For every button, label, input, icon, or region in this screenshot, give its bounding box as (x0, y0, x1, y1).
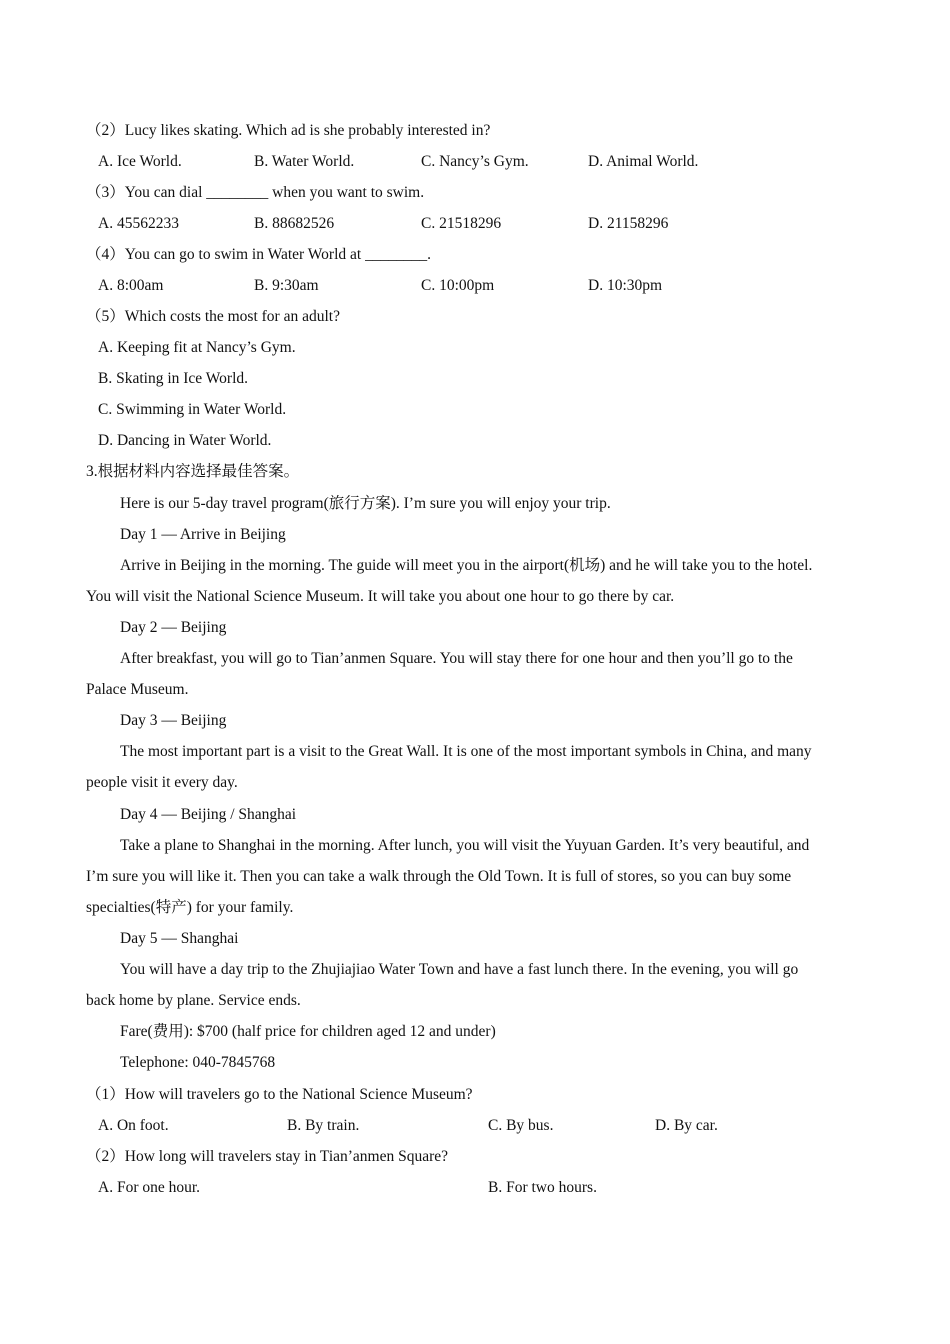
question-stem: （4）You can go to swim in Water World at ________. (86, 246, 431, 263)
day2-title: Day 2 — Beijing (120, 619, 227, 636)
option-b: B. Water World. (254, 153, 355, 170)
option-b: B. By train. (287, 1117, 360, 1134)
day1-title: Day 1 — Arrive in Beijing (120, 526, 286, 543)
question-stem: （1）How will travelers go to the National Science Museum? (86, 1086, 473, 1103)
option-c: C. Swimming in Water World. (98, 401, 287, 418)
day3-text-line: people visit it every day. (86, 774, 238, 791)
option-c: C. By bus. (488, 1117, 554, 1134)
option-b: B. For two hours. (488, 1179, 597, 1196)
question-stem: （2）How long will travelers stay in Tian’anmen Square? (86, 1148, 449, 1165)
day5-text-line: back home by plane. Service ends. (86, 992, 301, 1009)
intro-paragraph: Here is our 5-day travel program(旅行方案). I’m sure you will enjoy your trip. (120, 495, 611, 512)
option-b: B. Skating in Ice World. (98, 370, 249, 387)
question-stem: （3）You can dial ________ when you want to swim. (86, 184, 425, 201)
day5-title: Day 5 — Shanghai (120, 930, 239, 947)
option-a: A. Keeping fit at Nancy’s Gym. (98, 339, 296, 356)
fare-text: Fare(费用): $700 (half price for children aged 12 and under) (120, 1023, 496, 1040)
option-a: A. 8:00am (98, 277, 164, 294)
option-d: D. By car. (655, 1117, 718, 1134)
day3-title: Day 3 — Beijing (120, 712, 227, 729)
option-b: B. 88682526 (254, 215, 335, 232)
section-heading: 3.根据材料内容选择最佳答案。 (86, 463, 300, 480)
question-stem: （5）Which costs the most for an adult? (86, 308, 340, 325)
option-c: C. 21518296 (421, 215, 502, 232)
day2-text-line: After breakfast, you will go to Tian’anmen Square. You will stay there for one hour and then you’ll go to the (120, 650, 793, 667)
option-d: D. 21158296 (588, 215, 669, 232)
question-stem: （2）Lucy likes skating. Which ad is she probably interested in? (86, 122, 491, 139)
option-c: C. 10:00pm (421, 277, 495, 294)
option-d: D. Dancing in Water World. (98, 432, 272, 449)
option-b: B. 9:30am (254, 277, 319, 294)
day3-text-line: The most important part is a visit to the Great Wall. It is one of the most important symbols in China, and many (120, 743, 812, 760)
telephone-text: Telephone: 040-7845768 (120, 1054, 276, 1071)
option-a: A. For one hour. (98, 1179, 201, 1196)
option-d: D. 10:30pm (588, 277, 663, 294)
day1-text-line: Arrive in Beijing in the morning. The guide will meet you in the airport(机场) and he will take you to the hotel. (120, 557, 813, 574)
day4-text-line: Take a plane to Shanghai in the morning. After lunch, you will visit the Yuyuan Garden. It’s very beautiful, and (120, 837, 810, 854)
option-a: A. 45562233 (98, 215, 179, 232)
day4-text-line: I’m sure you will like it. Then you can take a walk through the Old Town. It is full of stores, so you can buy some (86, 868, 792, 885)
option-a: A. Ice World. (98, 153, 182, 170)
day4-text-line: specialties(特产) for your family. (86, 899, 294, 916)
day1-text-line: You will visit the National Science Museum. It will take you about one hour to go there by car. (86, 588, 675, 605)
option-d: D. Animal World. (588, 153, 699, 170)
day5-text-line: You will have a day trip to the Zhujiajiao Water Town and have a fast lunch there. In the evening, you will go (120, 961, 799, 978)
day4-title: Day 4 — Beijing / Shanghai (120, 806, 297, 823)
option-c: C. Nancy’s Gym. (421, 153, 529, 170)
option-a: A. On foot. (98, 1117, 169, 1134)
day2-text-line: Palace Museum. (86, 681, 189, 698)
